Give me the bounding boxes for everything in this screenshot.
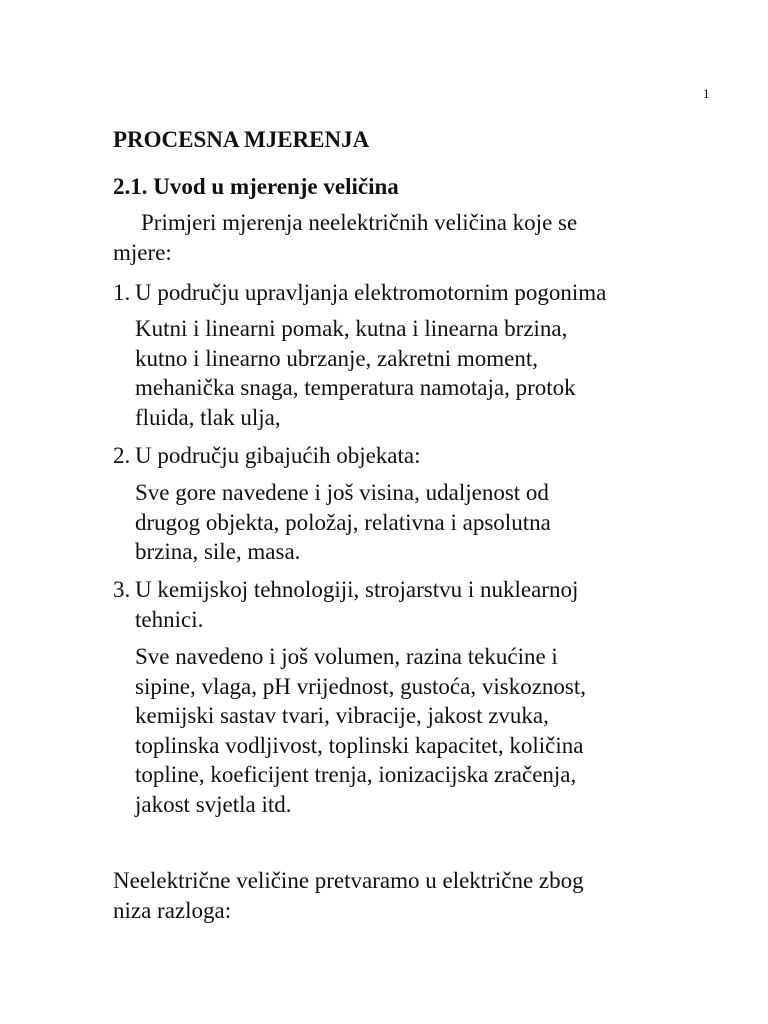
list-item-2-body-line: brzina, sile, masa.: [135, 539, 301, 564]
list-item-3-body-line: sipine, vlaga, pH vrijednost, gustoća, viskoznost,: [135, 673, 586, 699]
list-item-2-heading: [135, 441, 715, 471]
list-item-3-body: [135, 642, 700, 819]
list-item-2-body: [135, 478, 700, 567]
list-item-1-number: 1.: [113, 280, 131, 305]
intro-paragraph: [113, 208, 713, 267]
list-item-3-body-line: topline, koeficijent trenja, ionizacijska zračenja,: [135, 762, 577, 787]
closing-line-2: niza razloga:: [113, 897, 232, 923]
list-item-2-body-line: drugog objekta, položaj, relativna i apsolutna: [135, 509, 551, 535]
list-item-1-body-line: mehanička snaga, temperatura namotaja, protok: [135, 375, 576, 400]
list-item-3-body-line: jakost svjetla itd.: [135, 791, 292, 817]
list-item-1-body-line: fluida, tlak ulja,: [135, 404, 281, 430]
document-title: PROCESNA MJERENJA: [113, 127, 370, 152]
list-item-1-heading-line: U području upravljanja elektromotornim pogonima: [135, 280, 607, 305]
intro-line-2: mjere:: [113, 239, 172, 265]
list-item-2-heading-line: U području gibajućih objekata:: [135, 443, 421, 468]
list-item-1-heading: [135, 278, 715, 308]
list-item-3-number: 3.: [113, 577, 131, 602]
list-item-2-body-line: Sve gore navedene i još visina, udaljenost od: [135, 480, 549, 505]
closing-paragraph: [113, 866, 713, 925]
list-item-1-body-line: kutno i linearno ubrzanje, zakretni moment,: [135, 345, 539, 371]
intro-line-1: Primjeri mjerenja neelektričnih veličina koje se: [141, 210, 578, 235]
list-item-3-heading-line: tehnici.: [135, 606, 204, 632]
list-item-3-heading: [135, 575, 715, 634]
section-title: 2.1. Uvod u mjerenje veličina: [113, 174, 399, 199]
closing-line-1: Neelektrične veličine pretvaramo u električne zbog: [113, 868, 584, 893]
list-item-2-number: 2.: [113, 443, 131, 468]
list-item-3-heading-line: U kemijskoj tehnologiji, strojarstvu i nuklearnoj: [135, 577, 579, 602]
list-item-1-body-line: Kutni i linearni pomak, kutna i linearna brzina,: [135, 316, 568, 341]
list-item-3-body-line: toplinska vodljivost, toplinski kapacitet, količina: [135, 732, 584, 758]
list-item-1-body: [135, 314, 700, 432]
list-item-3-body-line: Sve navedeno i još volumen, razina tekućine i: [135, 644, 558, 669]
page-number: 1: [703, 86, 710, 101]
list-item-3-body-line: kemijski sastav tvari, vibracije, jakost zvuka,: [135, 703, 549, 728]
